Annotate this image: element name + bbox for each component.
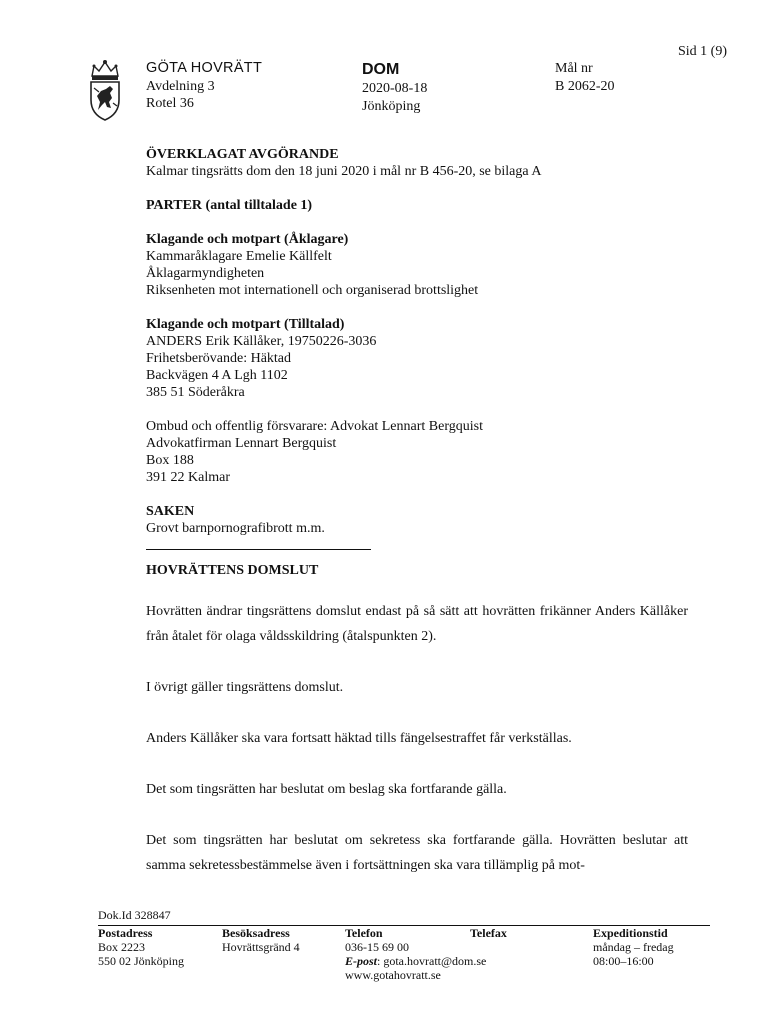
- prosecutor-title: Klagande och motpart (Åklagare): [146, 232, 349, 247]
- court-name: GÖTA HOVRÄTT: [146, 60, 263, 76]
- document-date: 2020-08-18: [362, 81, 428, 96]
- prosecutor-line: Riksenheten mot internationell och organiserad brottslighet: [146, 283, 479, 298]
- postal-line: Box 2223: [98, 940, 146, 954]
- appealed-title: ÖVERKLAGAT AVGÖRANDE: [146, 147, 339, 162]
- parties-title: PARTER (antal tilltalade 1): [146, 198, 313, 213]
- document-info: [362, 60, 427, 115]
- counsel-line: Box 188: [146, 453, 194, 468]
- postal-label: Postadress: [98, 926, 153, 940]
- section-divider: [146, 549, 371, 550]
- counsel-line: Advokatfirman Lennart Bergquist: [146, 436, 337, 451]
- document-body: [146, 146, 688, 878]
- email-row: [345, 954, 486, 968]
- case-label: Mål nr: [555, 61, 593, 76]
- footer-fax: [470, 926, 507, 940]
- footer-postal: [98, 926, 184, 968]
- document-type: DOM: [362, 61, 400, 78]
- phone-label: Telefon: [345, 926, 383, 940]
- hours-line: måndag – fredag: [593, 940, 674, 954]
- case-number: B 2062-20: [555, 78, 615, 94]
- page-number: Sid 1 (9): [678, 44, 727, 59]
- court-info: [146, 60, 262, 113]
- matter-title: SAKEN: [146, 504, 195, 519]
- prosecutor-line: Kammaråklagare Emelie Källfelt: [146, 249, 332, 264]
- court-division: Avdelning 3: [146, 78, 215, 94]
- verdict-paragraph: Det som tingsrätten har beslutat om beslag ska fortfarande gälla.: [146, 782, 507, 797]
- footer-hours: [593, 926, 674, 968]
- prosecutor-line: Åklagarmyndigheten: [146, 266, 265, 281]
- footer-contact: [345, 926, 486, 982]
- verdict-paragraph: Hovrätten ändrar tingsrättens domslut endast på så sätt att hovrätten frikänner Anders Källåker från åtalet för olaga våldsskildring (åtalspunkten 2).: [146, 604, 688, 644]
- phone-number: 036-15 69 00: [345, 940, 409, 954]
- document-place: Jönköping: [362, 98, 421, 114]
- verdict-paragraph: Anders Källåker ska vara fortsatt häktad tills fängelsestraffet får verkställas.: [146, 731, 572, 746]
- email-label: E-post: [345, 954, 378, 968]
- email-address[interactable]: : gota.hovratt@dom.se: [377, 954, 487, 968]
- fax-label: Telefax: [470, 926, 507, 940]
- case-info: [555, 60, 615, 95]
- defendant-line: ANDERS Erik Källåker, 19750226-3036: [146, 334, 377, 349]
- matter-text: Grovt barnpornografibrott m.m.: [146, 521, 325, 536]
- appealed-text: Kalmar tingsrätts dom den 18 juni 2020 i mål nr B 456-20, se bilaga A: [146, 164, 542, 179]
- defendant-title: Klagande och motpart (Tilltalad): [146, 317, 345, 332]
- defendant-line: Backvägen 4 A Lgh 1102: [146, 368, 288, 383]
- defendant-line: 385 51 Söderåkra: [146, 385, 245, 400]
- court-crest-logo: [86, 58, 124, 122]
- hours-line: 08:00–16:00: [593, 954, 654, 968]
- visit-line: Hovrättsgränd 4: [222, 940, 300, 954]
- hours-label: Expeditionstid: [593, 926, 668, 940]
- court-rotel: Rotel 36: [146, 96, 194, 111]
- document-id: Dok.Id 328847: [98, 908, 171, 922]
- website-link[interactable]: www.gotahovratt.se: [345, 968, 441, 982]
- verdict-paragraph: I övrigt gäller tingsrättens domslut.: [146, 680, 344, 695]
- counsel-line: Ombud och offentlig försvarare: Advokat Lennart Bergquist: [146, 419, 483, 434]
- footer-visit: [222, 926, 300, 954]
- visit-label: Besöksadress: [222, 926, 290, 940]
- verdict-paragraph: Det som tingsrätten har beslutat om sekretess ska fortfarande gälla. Hovrätten beslutar att samma sekretessbestämmelse även i fortsättningen ska vara tillämplig på mot-: [146, 833, 688, 873]
- postal-line: 550 02 Jönköping: [98, 954, 185, 968]
- verdict-title: HOVRÄTTENS DOMSLUT: [146, 563, 319, 578]
- counsel-line: 391 22 Kalmar: [146, 470, 230, 485]
- defendant-line: Frihetsberövande: Häktad: [146, 351, 292, 366]
